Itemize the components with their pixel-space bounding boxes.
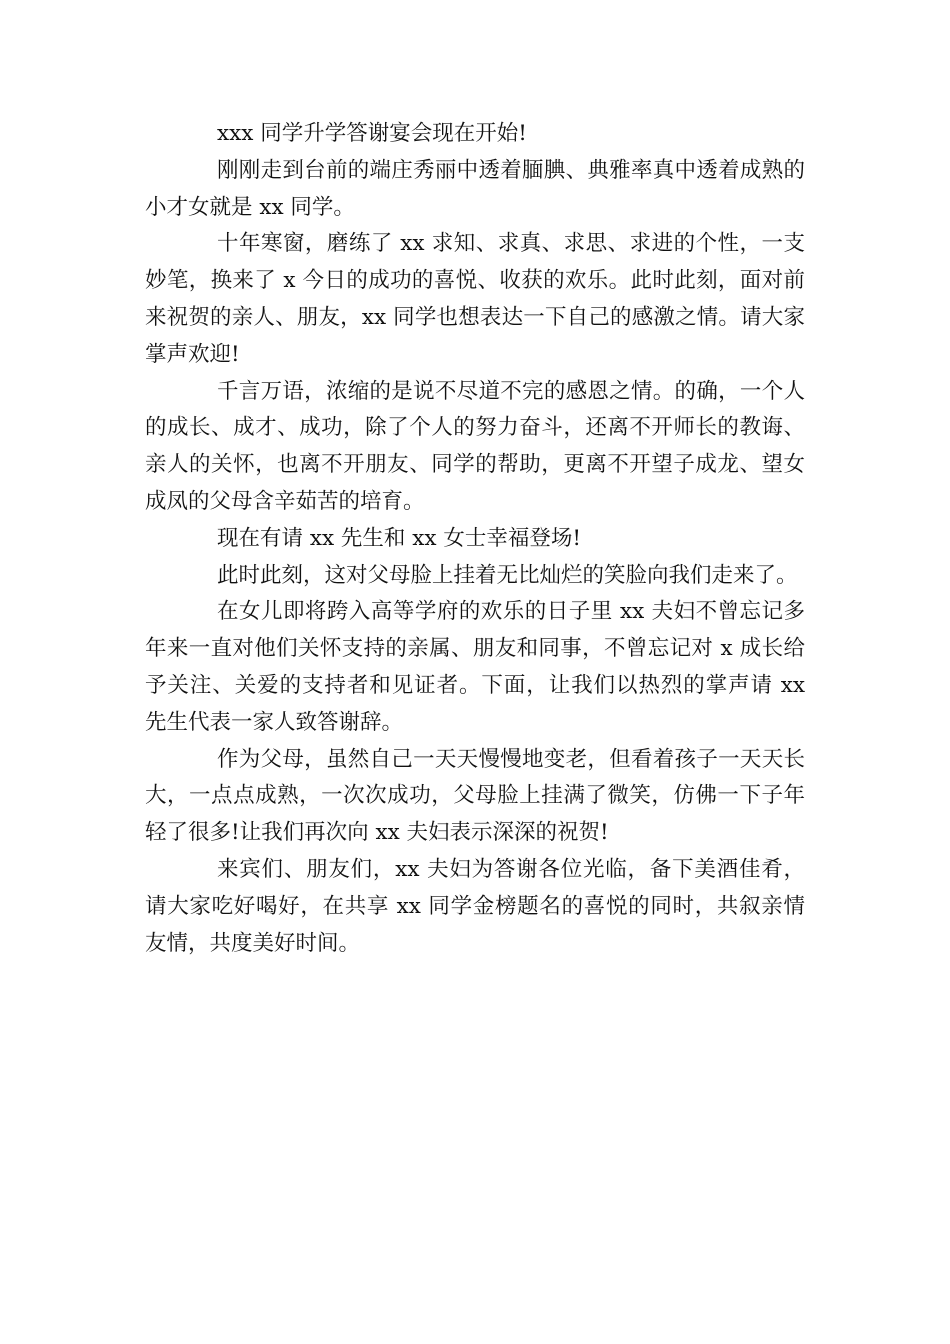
paragraph-invite-parents: 现在有请 xx 先生和 xx 女士幸福登场! <box>217 525 581 551</box>
paragraph-gratitude: 千言万语，浓缩的是说不尽道不完的感恩之情。的确，一个人的成长、成才、成功，除了个人的努力奋斗，还离不开师长的教诲、亲人的关怀，也离不开朋友、同学的帮助，更离不开望子成龙、望女成凤的父母含辛茹苦的培育。 <box>145 378 805 514</box>
paragraph-congratulations: 作为父母，虽然自己一天天慢慢地变老，但看着孩子一天天长大，一点点成熟，一次次成功，父母脸上挂满了微笑，仿佛一下子年轻了很多!让我们再次向 xx 夫妇表示深深的祝贺! <box>145 746 805 846</box>
paragraph-opening: xxx 同学升学答谢宴会现在开始! <box>217 121 527 146</box>
paragraph-thanks-speech: 在女儿即将跨入高等学府的欢乐的日子里 xx 夫妇不曾忘记多年来一直对他们关怀支持的亲属、朋友和同事，不曾忘记对 x 成长给予关注、关爱的支持者和见证者。下面，让我们以热烈的掌声请 xx 先生代表一家人致答谢辞。 <box>145 599 805 735</box>
document-body <box>145 116 805 962</box>
paragraph-parents-arrive: 此时此刻，这对父母脸上挂着无比灿烂的笑脸向我们走来了。 <box>217 562 798 588</box>
paragraph-ten-years: 十年寒窗，磨练了 xx 求知、求真、求思、求进的个性，一支妙笔，换来了 x 今日的成功的喜悦、收获的欢乐。此时此刻，面对前来祝贺的亲人、朋友，xx 同学也想表达一下自己的感激之情。请大家掌声欢迎! <box>145 231 805 367</box>
paragraph-closing: 来宾们、朋友们，xx 夫妇为答谢各位光临，备下美酒佳肴，请大家吃好喝好，在共享 xx 同学金榜题名的喜悦的同时，共叙亲情友情，共度美好时间。 <box>145 856 805 956</box>
paragraph-introduction: 刚刚走到台前的端庄秀丽中透着腼腆、典雅率真中透着成熟的小才女就是 xx 同学。 <box>145 157 805 220</box>
